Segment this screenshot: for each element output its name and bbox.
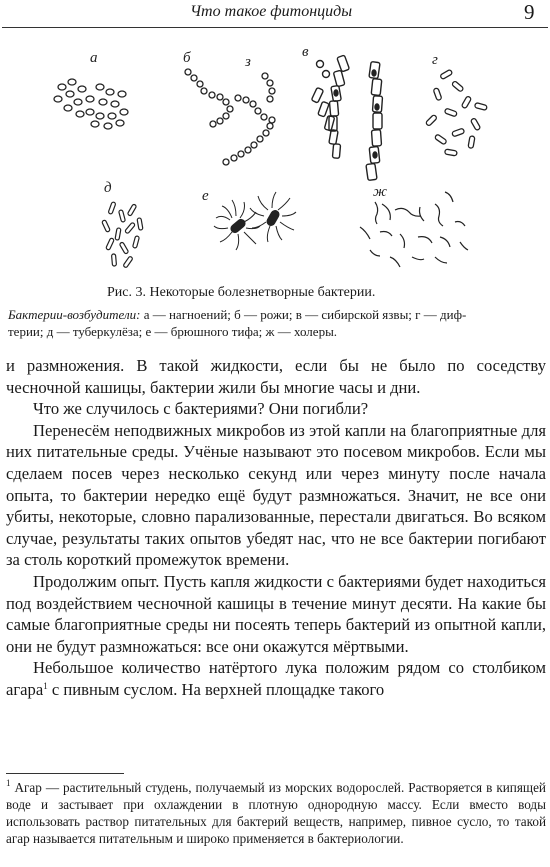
page-number: 9: [524, 0, 535, 24]
paragraph-1: и размножения. В такой жидкости, если бы не было по соседству чесночной кашицы, бактерии жили бы многие часы и дни.: [6, 356, 546, 397]
panel-label-g: г: [432, 52, 438, 68]
legend-line-2: терии; д — туберкулёза; е — брюшного тифа; ж — холеры.: [8, 324, 338, 339]
panel-label-e: е: [202, 188, 209, 204]
legend-line-1-rest: а — нагноений; б — рожи; в — сибирской язвы; г — диф-: [140, 307, 467, 322]
legend-lead: Бактерии-возбудители:: [8, 307, 141, 322]
footnote-ref[interactable]: 1: [43, 680, 48, 691]
panel-label-zh: ж: [373, 184, 387, 200]
paragraph-5-end: с пивным суслом. На верхней площадке такого: [47, 679, 385, 699]
paragraph-2: Что же случилось с бактериями? Они погибли?: [33, 399, 369, 419]
running-title: Что такое фитонциды: [190, 3, 353, 20]
panel-label-z: з: [245, 54, 251, 70]
paragraph-4: Продолжим опыт. Пусть капля жидкости с бактериями будет находиться под воздействием чесночной кашицы в течение минут десяти. На какие бы самые благоприятные среды ни посеять теперь бактерий из опытной капли, они не будут размножаться: все они окажутся мёртвыми.: [6, 571, 546, 656]
footnote-rule: [6, 773, 124, 774]
panel-label-v: в: [302, 44, 309, 60]
panel-label-a: а: [90, 50, 98, 66]
body-text: [6, 355, 546, 701]
panel-b-streptococci: [185, 69, 275, 165]
footnote-text: Агар — растительный студень, получаемый из морских водорослей. Растворяется в кипящей воде и застывает при охлаждении в плотную однородную массу. Если вместо воды использовать раствор питательных для бактерий веществ, например, пивное сусло, то такой агар называется питательным и широко применяется в бактериологии.: [6, 780, 546, 846]
footnote: [6, 779, 546, 847]
panel-label-d: д: [104, 180, 112, 196]
paragraph-3: Перенесём неподвижных микробов из этой капли на благоприятные для них питательные среды. Учёные называют это посевом микробов. Если мы сделаем посев через несколько секунд или через минуту после начала опыта, то бактерии нередко ещё будут размножаться. Значит, не все они убиты, некоторые, словно парализованные, перестали двигаться. Во всяком случае, результаты таких опытов убедят нас, что не все бактерии погибают за столь короткий промежуток времени.: [6, 420, 546, 570]
panel-a-cocci: [54, 79, 128, 129]
panel-g-rods: [425, 69, 487, 156]
header-rule: [2, 27, 548, 28]
panel-v-bacilli-chains: [311, 55, 382, 180]
figure-caption: Рис. 3. Некоторые болезнетворные бактерии.: [107, 285, 376, 300]
panel-zh-vibrios: [360, 192, 468, 267]
footnote-marker: 1: [6, 778, 11, 788]
page-header: [0, 0, 550, 28]
paragraph-5-start: Небольшое количество натёртого лука положим рядом со столбиком агара: [6, 658, 546, 699]
panel-d-rods: [102, 202, 143, 268]
bacteria-figure: [40, 42, 520, 282]
figure-legend: [8, 306, 548, 340]
paragraph-5: [6, 657, 546, 700]
panel-label-b: б: [183, 50, 191, 66]
legend-line-1: [8, 306, 548, 323]
panel-e-flagellated: [214, 192, 296, 250]
